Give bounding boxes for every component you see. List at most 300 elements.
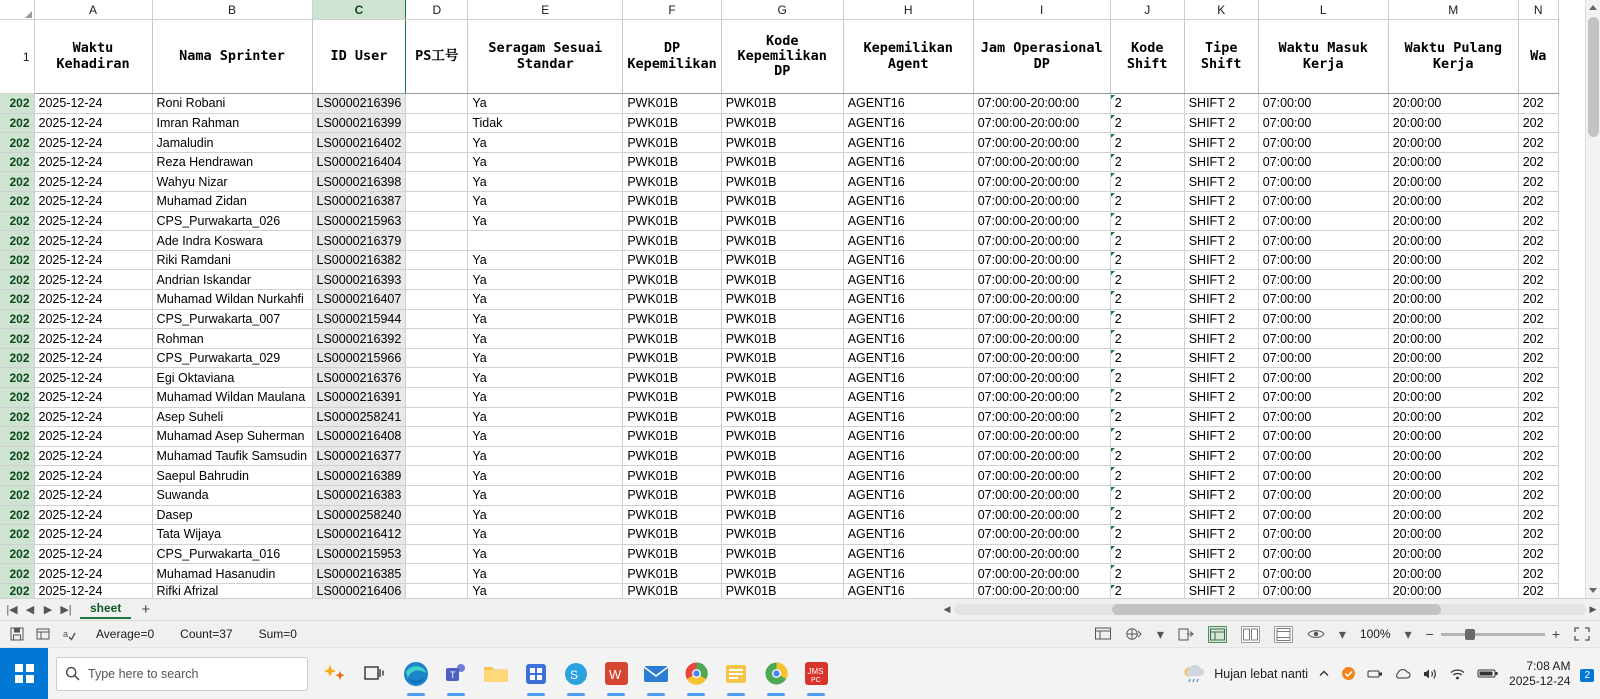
cell-M202[interactable]: 20:00:00 xyxy=(1388,270,1518,290)
cell-D202[interactable] xyxy=(406,133,468,153)
table-row[interactable] xyxy=(0,329,1558,349)
normal-view-button[interactable] xyxy=(1208,626,1227,643)
cell-A202[interactable]: 2025-12-24 xyxy=(34,368,152,388)
row-header-202[interactable]: 202 xyxy=(0,368,34,388)
cell-G202[interactable]: PWK01B xyxy=(721,231,843,251)
row-header-202[interactable]: 202 xyxy=(0,544,34,564)
cell-L202[interactable]: 07:00:00 xyxy=(1258,329,1388,349)
cell-B202[interactable]: Dasep xyxy=(152,505,312,525)
cell-C202[interactable]: LS0000216399 xyxy=(312,113,406,133)
show-hidden-icons-chevron-icon[interactable] xyxy=(1318,668,1330,680)
cell-N202[interactable]: 202 xyxy=(1518,368,1558,388)
cell-H202[interactable]: AGENT16 xyxy=(843,544,973,564)
cell-F202[interactable]: PWK01B xyxy=(623,525,721,545)
cell-M202[interactable]: 20:00:00 xyxy=(1388,368,1518,388)
cell-A202[interactable]: 2025-12-24 xyxy=(34,329,152,349)
cell-A202[interactable]: 2025-12-24 xyxy=(34,152,152,172)
cell-A202[interactable]: 2025-12-24 xyxy=(34,505,152,525)
cell-L202[interactable]: 07:00:00 xyxy=(1258,133,1388,153)
row-header-202[interactable]: 202 xyxy=(0,211,34,231)
cell-A202[interactable]: 2025-12-24 xyxy=(34,290,152,310)
cell-B202[interactable]: Reza Hendrawan xyxy=(152,152,312,172)
cell-M202[interactable]: 20:00:00 xyxy=(1388,525,1518,545)
sheet-tab-bar[interactable] xyxy=(0,598,1600,620)
cell-J202[interactable]: 2 xyxy=(1110,388,1184,408)
cell-E202[interactable]: Ya xyxy=(468,446,623,466)
horizontal-scroll-thumb[interactable] xyxy=(1112,604,1441,615)
cell-G202[interactable]: PWK01B xyxy=(721,113,843,133)
cell-J202[interactable]: 2 xyxy=(1110,446,1184,466)
cell-L202[interactable]: 07:00:00 xyxy=(1258,309,1388,329)
cell-M202[interactable]: 20:00:00 xyxy=(1388,505,1518,525)
cell-M202[interactable]: 20:00:00 xyxy=(1388,427,1518,447)
cell-H202[interactable]: AGENT16 xyxy=(843,309,973,329)
cell-L202[interactable]: 07:00:00 xyxy=(1258,231,1388,251)
cell-L202[interactable]: 07:00:00 xyxy=(1258,172,1388,192)
cell-M202[interactable]: 20:00:00 xyxy=(1388,192,1518,212)
cell-K202[interactable]: SHIFT 2 xyxy=(1184,525,1258,545)
cell-M202[interactable]: 20:00:00 xyxy=(1388,329,1518,349)
cell-C202[interactable]: LS0000215963 xyxy=(312,211,406,231)
cell-D202[interactable] xyxy=(406,250,468,270)
cell-N202[interactable]: 202 xyxy=(1518,290,1558,310)
cell-F202[interactable]: PWK01B xyxy=(623,113,721,133)
cell-B202[interactable]: Andrian Iskandar xyxy=(152,270,312,290)
cell-J202[interactable]: 2 xyxy=(1110,368,1184,388)
cell-M202[interactable]: 20:00:00 xyxy=(1388,250,1518,270)
cell-B202[interactable]: Muhamad Hasanudin xyxy=(152,564,312,584)
sheet-tab[interactable]: sheet xyxy=(80,600,131,619)
chrome-icon[interactable] xyxy=(680,658,712,690)
cell-A202[interactable]: 2025-12-24 xyxy=(34,94,152,114)
cell-B202[interactable]: Ade Indra Koswara xyxy=(152,231,312,251)
cell-K202[interactable]: SHIFT 2 xyxy=(1184,583,1258,598)
sheet-nav-buttons[interactable] xyxy=(0,603,78,616)
cell-I202[interactable]: 07:00:00-20:00:00 xyxy=(973,407,1110,427)
cell-K202[interactable]: SHIFT 2 xyxy=(1184,427,1258,447)
cell-F202[interactable]: PWK01B xyxy=(623,250,721,270)
cell-M202[interactable]: 20:00:00 xyxy=(1388,211,1518,231)
table-row[interactable] xyxy=(0,231,1558,251)
cell-C202[interactable]: LS0000216383 xyxy=(312,485,406,505)
cell-D202[interactable] xyxy=(406,446,468,466)
table-row[interactable] xyxy=(0,583,1558,598)
cell-A202[interactable]: 2025-12-24 xyxy=(34,172,152,192)
table-row[interactable] xyxy=(0,407,1558,427)
cell-A202[interactable]: 2025-12-24 xyxy=(34,583,152,598)
cell-J202[interactable]: 2 xyxy=(1110,544,1184,564)
cell-I202[interactable]: 07:00:00-20:00:00 xyxy=(973,231,1110,251)
cell-C202[interactable]: LS0000216379 xyxy=(312,231,406,251)
cell-B202[interactable]: Jamaludin xyxy=(152,133,312,153)
row-header-202[interactable]: 202 xyxy=(0,113,34,133)
cell-D202[interactable] xyxy=(406,113,468,133)
cell-K202[interactable]: SHIFT 2 xyxy=(1184,152,1258,172)
cell-C202[interactable]: LS0000216398 xyxy=(312,172,406,192)
cell-K202[interactable]: SHIFT 2 xyxy=(1184,544,1258,564)
accessibility-icon[interactable] xyxy=(1125,627,1143,642)
cell-C202[interactable]: LS0000258240 xyxy=(312,505,406,525)
cell-N202[interactable]: 202 xyxy=(1518,466,1558,486)
last-sheet-icon[interactable]: ▶| xyxy=(60,604,72,616)
cell-C202[interactable]: LS0000216412 xyxy=(312,525,406,545)
cell-I202[interactable]: 07:00:00-20:00:00 xyxy=(973,525,1110,545)
cell-G202[interactable]: PWK01B xyxy=(721,388,843,408)
cell-C202[interactable]: LS0000215966 xyxy=(312,348,406,368)
cell-H202[interactable]: AGENT16 xyxy=(843,505,973,525)
cell-C202[interactable]: LS0000216404 xyxy=(312,152,406,172)
table-row[interactable] xyxy=(0,505,1558,525)
cell-G202[interactable]: PWK01B xyxy=(721,583,843,598)
cell-H202[interactable]: AGENT16 xyxy=(843,368,973,388)
cell-E202[interactable]: Ya xyxy=(468,290,623,310)
page-layout-icon[interactable] xyxy=(36,627,50,641)
cell-D202[interactable] xyxy=(406,368,468,388)
cell-A202[interactable]: 2025-12-24 xyxy=(34,427,152,447)
cell-H202[interactable]: AGENT16 xyxy=(843,250,973,270)
cell-D202[interactable] xyxy=(406,564,468,584)
cell-M202[interactable]: 20:00:00 xyxy=(1388,544,1518,564)
cell-G202[interactable]: PWK01B xyxy=(721,348,843,368)
cell-L202[interactable]: 07:00:00 xyxy=(1258,270,1388,290)
cell-M202[interactable]: 20:00:00 xyxy=(1388,152,1518,172)
cell-K202[interactable]: SHIFT 2 xyxy=(1184,564,1258,584)
cell-H202[interactable]: AGENT16 xyxy=(843,407,973,427)
row-header-202[interactable]: 202 xyxy=(0,94,34,114)
cell-G202[interactable]: PWK01B xyxy=(721,505,843,525)
cell-C202[interactable]: LS0000216402 xyxy=(312,133,406,153)
cell-N202[interactable]: 202 xyxy=(1518,172,1558,192)
column-header-C[interactable]: C xyxy=(312,0,406,20)
cell-M202[interactable]: 20:00:00 xyxy=(1388,231,1518,251)
cell-K202[interactable]: SHIFT 2 xyxy=(1184,368,1258,388)
cell-M202[interactable]: 20:00:00 xyxy=(1388,94,1518,114)
row-header-202[interactable]: 202 xyxy=(0,329,34,349)
cell-B202[interactable]: Asep Suheli xyxy=(152,407,312,427)
cell-L202[interactable]: 07:00:00 xyxy=(1258,407,1388,427)
cell-N202[interactable]: 202 xyxy=(1518,407,1558,427)
table-row[interactable] xyxy=(0,564,1558,584)
cell-N202[interactable]: 202 xyxy=(1518,94,1558,114)
cell-H202[interactable]: AGENT16 xyxy=(843,485,973,505)
cell-D202[interactable] xyxy=(406,427,468,447)
cell-H202[interactable]: AGENT16 xyxy=(843,192,973,212)
table-row[interactable] xyxy=(0,94,1558,114)
cell-C202[interactable]: LS0000216389 xyxy=(312,466,406,486)
cell-C202[interactable]: LS0000216393 xyxy=(312,270,406,290)
cell-J202[interactable]: 2 xyxy=(1110,466,1184,486)
cell-E202[interactable]: Ya xyxy=(468,368,623,388)
taskbar-icons[interactable] xyxy=(320,658,832,690)
cell-C202[interactable]: LS0000216391 xyxy=(312,388,406,408)
cell-F202[interactable]: PWK01B xyxy=(623,544,721,564)
cell-I202[interactable]: 07:00:00-20:00:00 xyxy=(973,564,1110,584)
cell-H202[interactable]: AGENT16 xyxy=(843,466,973,486)
cell-L202[interactable]: 07:00:00 xyxy=(1258,427,1388,447)
cell-N202[interactable]: 202 xyxy=(1518,192,1558,212)
cell-A202[interactable]: 2025-12-24 xyxy=(34,525,152,545)
table-row[interactable] xyxy=(0,192,1558,212)
cell-E202[interactable]: Ya xyxy=(468,348,623,368)
cell-A202[interactable]: 2025-12-24 xyxy=(34,133,152,153)
zoom-chevron-icon[interactable]: ▾ xyxy=(1404,625,1412,642)
column-header-M[interactable]: M xyxy=(1388,0,1518,20)
taskbar-search[interactable] xyxy=(56,657,308,691)
cell-J202[interactable]: 2 xyxy=(1110,290,1184,310)
cell-H202[interactable]: AGENT16 xyxy=(843,329,973,349)
cell-F202[interactable]: PWK01B xyxy=(623,466,721,486)
row-header-1[interactable]: 1 xyxy=(0,20,34,94)
horizontal-scrollbar[interactable] xyxy=(940,603,1600,617)
column-header-I[interactable]: I xyxy=(973,0,1110,20)
cell-D202[interactable] xyxy=(406,407,468,427)
cell-F202[interactable]: PWK01B xyxy=(623,388,721,408)
cell-M202[interactable]: 20:00:00 xyxy=(1388,485,1518,505)
cell-B202[interactable]: CPS_Purwakarta_026 xyxy=(152,211,312,231)
cell-I202[interactable]: 07:00:00-20:00:00 xyxy=(973,544,1110,564)
cell-F202[interactable]: PWK01B xyxy=(623,133,721,153)
cell-M202[interactable]: 20:00:00 xyxy=(1388,290,1518,310)
cell-E202[interactable]: Ya xyxy=(468,466,623,486)
cell-G202[interactable]: PWK01B xyxy=(721,466,843,486)
cell-E202[interactable]: Ya xyxy=(468,152,623,172)
file-explorer-icon[interactable] xyxy=(480,658,512,690)
cell-L202[interactable]: 07:00:00 xyxy=(1258,544,1388,564)
table-row[interactable] xyxy=(0,466,1558,486)
cell-A202[interactable]: 2025-12-24 xyxy=(34,485,152,505)
cell-F202[interactable]: PWK01B xyxy=(623,564,721,584)
cell-N202[interactable]: 202 xyxy=(1518,564,1558,584)
cell-E202[interactable] xyxy=(468,231,623,251)
cell-N202[interactable]: 202 xyxy=(1518,485,1558,505)
cell-F202[interactable]: PWK01B xyxy=(623,290,721,310)
table-header-row[interactable] xyxy=(0,20,1558,94)
cell-M202[interactable]: 20:00:00 xyxy=(1388,583,1518,598)
cell-E202[interactable]: Ya xyxy=(468,133,623,153)
cell-K202[interactable]: SHIFT 2 xyxy=(1184,329,1258,349)
cell-F202[interactable]: PWK01B xyxy=(623,583,721,598)
cell-I202[interactable]: 07:00:00-20:00:00 xyxy=(973,250,1110,270)
cell-I202[interactable]: 07:00:00-20:00:00 xyxy=(973,329,1110,349)
cell-D202[interactable] xyxy=(406,348,468,368)
cell-L202[interactable]: 07:00:00 xyxy=(1258,525,1388,545)
cell-H202[interactable]: AGENT16 xyxy=(843,525,973,545)
cell-K202[interactable]: SHIFT 2 xyxy=(1184,113,1258,133)
scroll-down-arrow-icon[interactable] xyxy=(1586,583,1600,598)
cell-J202[interactable]: 2 xyxy=(1110,211,1184,231)
cell-C202[interactable]: LS0000215944 xyxy=(312,309,406,329)
cell-K202[interactable]: SHIFT 2 xyxy=(1184,290,1258,310)
column-header-A[interactable]: A xyxy=(34,0,152,20)
cell-I202[interactable]: 07:00:00-20:00:00 xyxy=(973,270,1110,290)
fullscreen-icon[interactable] xyxy=(1574,627,1590,641)
display-settings-icon[interactable] xyxy=(1095,627,1111,642)
edge-browser-icon[interactable] xyxy=(400,658,432,690)
cell-H202[interactable]: AGENT16 xyxy=(843,564,973,584)
cell-E202[interactable]: Ya xyxy=(468,407,623,427)
cell-F202[interactable]: PWK01B xyxy=(623,427,721,447)
row-header-202[interactable]: 202 xyxy=(0,231,34,251)
cell-D202[interactable] xyxy=(406,525,468,545)
cell-H202[interactable]: AGENT16 xyxy=(843,172,973,192)
zoom-slider-track[interactable] xyxy=(1441,633,1545,636)
cell-H202[interactable]: AGENT16 xyxy=(843,427,973,447)
cell-K202[interactable]: SHIFT 2 xyxy=(1184,250,1258,270)
cell-H202[interactable]: AGENT16 xyxy=(843,152,973,172)
column-header-E[interactable]: E xyxy=(468,0,623,20)
cell-F202[interactable]: PWK01B xyxy=(623,192,721,212)
cell-N202[interactable]: 202 xyxy=(1518,388,1558,408)
cell-H202[interactable]: AGENT16 xyxy=(843,113,973,133)
cell-A202[interactable]: 2025-12-24 xyxy=(34,231,152,251)
table-row[interactable] xyxy=(0,427,1558,447)
cell-J202[interactable]: 2 xyxy=(1110,192,1184,212)
cell-L202[interactable]: 07:00:00 xyxy=(1258,368,1388,388)
cell-B202[interactable]: Muhamad Wildan Maulana xyxy=(152,388,312,408)
cell-E202[interactable]: Ya xyxy=(468,485,623,505)
cell-L202[interactable]: 07:00:00 xyxy=(1258,290,1388,310)
cell-E202[interactable]: Ya xyxy=(468,427,623,447)
column-header-F[interactable]: F xyxy=(623,0,721,20)
usb-tray-icon[interactable] xyxy=(1367,667,1383,681)
cell-J202[interactable]: 2 xyxy=(1110,525,1184,545)
cell-G202[interactable]: PWK01B xyxy=(721,270,843,290)
zoom-slider-knob[interactable] xyxy=(1465,629,1475,640)
cell-A202[interactable]: 2025-12-24 xyxy=(34,250,152,270)
cell-K202[interactable]: SHIFT 2 xyxy=(1184,485,1258,505)
row-header-202[interactable]: 202 xyxy=(0,152,34,172)
cell-B202[interactable]: Muhamad Zidan xyxy=(152,192,312,212)
cell-B202[interactable]: Muhamad Asep Suherman xyxy=(152,427,312,447)
cell-N202[interactable]: 202 xyxy=(1518,544,1558,564)
cell-D202[interactable] xyxy=(406,485,468,505)
cell-G202[interactable]: PWK01B xyxy=(721,133,843,153)
cell-B202[interactable]: Imran Rahman xyxy=(152,113,312,133)
cell-N202[interactable]: 202 xyxy=(1518,348,1558,368)
cell-I202[interactable]: 07:00:00-20:00:00 xyxy=(973,152,1110,172)
cell-B202[interactable]: Rifki Afrizal xyxy=(152,583,312,598)
cell-G202[interactable]: PWK01B xyxy=(721,309,843,329)
cell-A202[interactable]: 2025-12-24 xyxy=(34,270,152,290)
cell-N202[interactable]: 202 xyxy=(1518,309,1558,329)
cell-E202[interactable]: Ya xyxy=(468,250,623,270)
cell-H202[interactable]: AGENT16 xyxy=(843,270,973,290)
cell-G202[interactable]: PWK01B xyxy=(721,564,843,584)
cell-G202[interactable]: PWK01B xyxy=(721,192,843,212)
cell-K202[interactable]: SHIFT 2 xyxy=(1184,407,1258,427)
wifi-icon[interactable] xyxy=(1449,667,1466,681)
cell-I202[interactable]: 07:00:00-20:00:00 xyxy=(973,94,1110,114)
row-header-202[interactable]: 202 xyxy=(0,133,34,153)
cell-N202[interactable]: 202 xyxy=(1518,525,1558,545)
cell-L202[interactable]: 07:00:00 xyxy=(1258,250,1388,270)
page-layout-view-button[interactable] xyxy=(1274,626,1293,643)
antivirus-tray-icon[interactable] xyxy=(1341,666,1356,681)
cell-B202[interactable]: CPS_Purwakarta_016 xyxy=(152,544,312,564)
cell-E202[interactable]: Tidak xyxy=(468,113,623,133)
cell-E202[interactable]: Ya xyxy=(468,172,623,192)
cell-A202[interactable]: 2025-12-24 xyxy=(34,192,152,212)
cell-A202[interactable]: 2025-12-24 xyxy=(34,544,152,564)
cell-K202[interactable]: SHIFT 2 xyxy=(1184,94,1258,114)
cell-N202[interactable]: 202 xyxy=(1518,113,1558,133)
cell-L202[interactable]: 07:00:00 xyxy=(1258,564,1388,584)
cell-D202[interactable] xyxy=(406,152,468,172)
cell-F202[interactable]: PWK01B xyxy=(623,505,721,525)
table-row[interactable] xyxy=(0,309,1558,329)
cell-L202[interactable]: 07:00:00 xyxy=(1258,446,1388,466)
status-right-group[interactable] xyxy=(1095,626,1600,643)
cell-C202[interactable]: LS0000216392 xyxy=(312,329,406,349)
cell-L202[interactable]: 07:00:00 xyxy=(1258,152,1388,172)
start-button[interactable] xyxy=(0,648,48,699)
cell-B202[interactable]: Egi Oktaviana xyxy=(152,368,312,388)
table-row[interactable] xyxy=(0,152,1558,172)
cell-F202[interactable]: PWK01B xyxy=(623,152,721,172)
cell-L202[interactable]: 07:00:00 xyxy=(1258,388,1388,408)
cell-K202[interactable]: SHIFT 2 xyxy=(1184,446,1258,466)
cell-H202[interactable]: AGENT16 xyxy=(843,348,973,368)
cell-K202[interactable]: SHIFT 2 xyxy=(1184,231,1258,251)
cell-B202[interactable]: Muhamad Wildan Nurkahfi xyxy=(152,290,312,310)
weather-widget[interactable] xyxy=(1181,664,1308,684)
cell-B202[interactable]: Suwanda xyxy=(152,485,312,505)
cell-G202[interactable]: PWK01B xyxy=(721,446,843,466)
cell-N202[interactable]: 202 xyxy=(1518,270,1558,290)
cell-H202[interactable]: AGENT16 xyxy=(843,211,973,231)
cell-L202[interactable]: 07:00:00 xyxy=(1258,113,1388,133)
cell-C202[interactable]: LS0000216377 xyxy=(312,446,406,466)
cell-C202[interactable]: LS0000216396 xyxy=(312,94,406,114)
cell-I202[interactable]: 07:00:00-20:00:00 xyxy=(973,485,1110,505)
vertical-scroll-thumb[interactable] xyxy=(1588,17,1599,137)
status-left-icons[interactable] xyxy=(0,627,76,641)
cell-J202[interactable]: 2 xyxy=(1110,505,1184,525)
cell-E202[interactable]: Ya xyxy=(468,329,623,349)
cell-G202[interactable]: PWK01B xyxy=(721,290,843,310)
cell-G202[interactable]: PWK01B xyxy=(721,485,843,505)
cell-C202[interactable]: LS0000258241 xyxy=(312,407,406,427)
table-row[interactable] xyxy=(0,250,1558,270)
cell-J202[interactable]: 2 xyxy=(1110,250,1184,270)
copilot-icon[interactable] xyxy=(320,658,352,690)
zoom-slider[interactable] xyxy=(1426,626,1560,642)
cell-G202[interactable]: PWK01B xyxy=(721,152,843,172)
windows-taskbar[interactable] xyxy=(0,647,1600,699)
cell-D202[interactable] xyxy=(406,388,468,408)
cell-A202[interactable]: 2025-12-24 xyxy=(34,407,152,427)
cell-L202[interactable]: 07:00:00 xyxy=(1258,211,1388,231)
cell-C202[interactable]: LS0000216408 xyxy=(312,427,406,447)
table-row[interactable] xyxy=(0,446,1558,466)
row-header-202[interactable]: 202 xyxy=(0,466,34,486)
cell-F202[interactable]: PWK01B xyxy=(623,231,721,251)
cell-A202[interactable]: 2025-12-24 xyxy=(34,564,152,584)
cell-M202[interactable]: 20:00:00 xyxy=(1388,466,1518,486)
cell-F202[interactable]: PWK01B xyxy=(623,407,721,427)
cell-G202[interactable]: PWK01B xyxy=(721,94,843,114)
cell-N202[interactable]: 202 xyxy=(1518,329,1558,349)
cell-M202[interactable]: 20:00:00 xyxy=(1388,564,1518,584)
cell-F202[interactable]: PWK01B xyxy=(623,309,721,329)
row-header-202[interactable]: 202 xyxy=(0,446,34,466)
add-sheet-button[interactable]: + xyxy=(141,601,151,618)
cell-F202[interactable]: PWK01B xyxy=(623,348,721,368)
cell-I202[interactable]: 07:00:00-20:00:00 xyxy=(973,133,1110,153)
row-header-202[interactable]: 202 xyxy=(0,270,34,290)
cell-N202[interactable]: 202 xyxy=(1518,446,1558,466)
cell-B202[interactable]: Saepul Bahrudin xyxy=(152,466,312,486)
